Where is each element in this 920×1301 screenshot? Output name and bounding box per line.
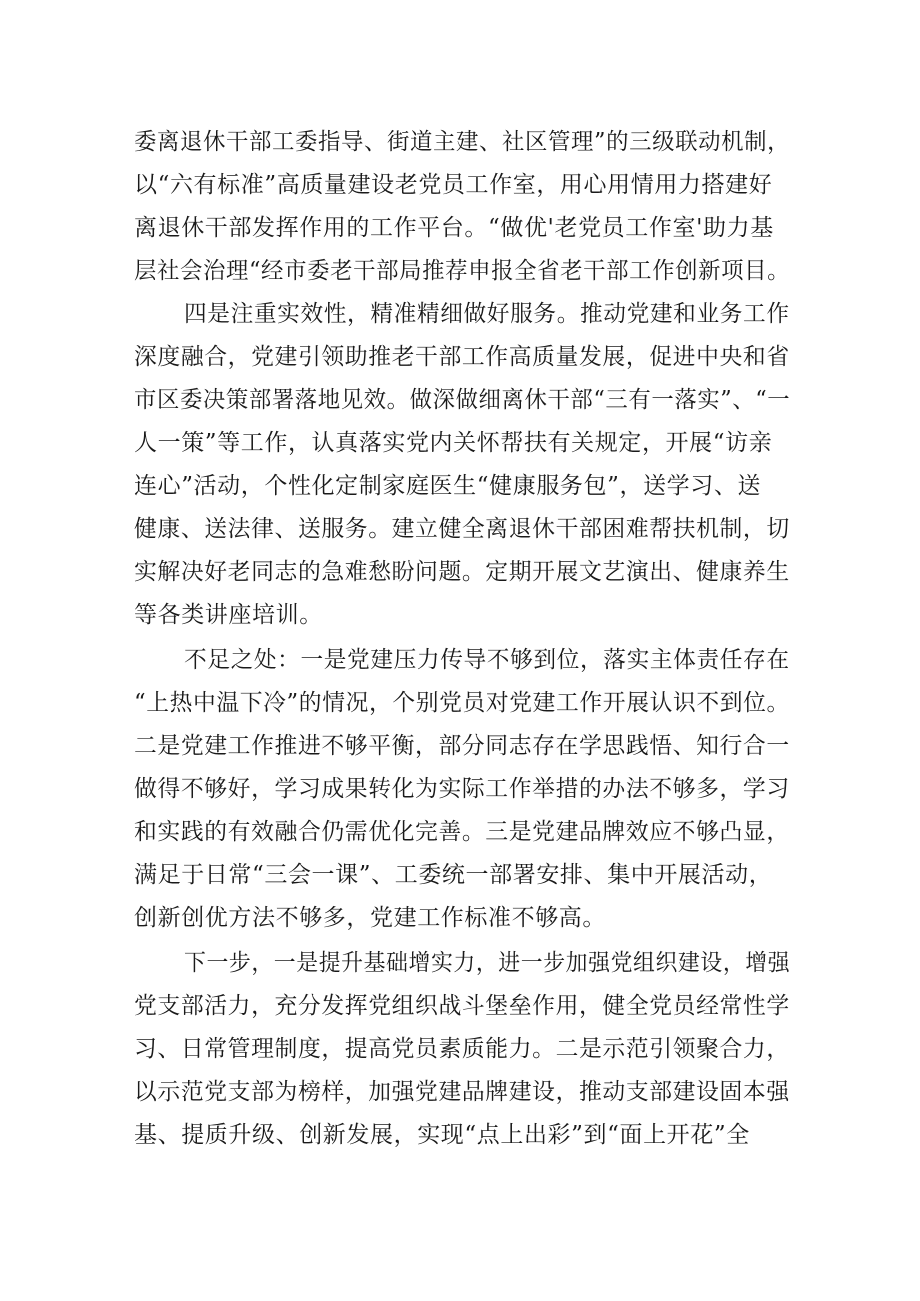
text-line: 连心”活动，个性化定制家庭医生“健康服务包”，送学习、送 — [134, 473, 762, 499]
text-line: 实解决好老同志的急难愁盼问题。定期开展文艺演出、健康养生 — [134, 559, 790, 585]
paragraph-start-line: 下一步，一是提升基础增实力，进一步加强党组织建设，增强 — [184, 950, 791, 976]
text-line: “上热中温下冷”的情况，个别党员对党建工作开展认识不到位。 — [134, 690, 790, 716]
text-line: 党支部活力，充分发挥党组织战斗堡垒作用，健全党员经常性学 — [134, 993, 790, 1019]
paragraph-start-line: 四是注重实效性，精准精细做好服务。推动党建和业务工作 — [184, 301, 790, 327]
text-line: 满足于日常“三会一课”、工委统一部署安排、集中开展活动， — [134, 862, 773, 888]
text-line: 和实践的有效融合仍需优化完善。三是党建品牌效应不够凸显， — [134, 819, 790, 845]
text-line: 以示范党支部为榜样，加强党建品牌建设，推动支部建设固本强 — [134, 1079, 790, 1105]
text-line: 习、日常管理制度，提高党员素质能力。二是示范引领聚合力， — [134, 1036, 790, 1062]
text-line: 等各类讲座培训。 — [134, 602, 323, 628]
text-line: 层社会治理“经市委老干部局推荐申报全省老干部工作创新项目。 — [134, 258, 791, 284]
text-line: 创新创优方法不够多，党建工作标准不够高。 — [134, 905, 606, 931]
text-line: 委离退休干部工委指导、街道主建、社区管理”的三级联动机制， — [134, 129, 791, 155]
text-line: 深度融合，党建引领助推老干部工作高质量发展，促进中央和省 — [134, 344, 790, 370]
text-line: 离退休干部发挥作用的工作平台。“做优'老党员工作室'助力基 — [134, 215, 774, 241]
text-line: 以“六有标准”高质量建设老党员工作室，用心用情用力搭建好 — [134, 172, 773, 198]
text-line: 基、提质升级、创新发展，实现“点上出彩”到“面上开花”全 — [134, 1122, 750, 1148]
text-line: 市区委决策部署落地见效。做深做细离休干部“三有一落实”、“一 — [134, 387, 791, 413]
text-line: 做得不够好，学习成果转化为实际工作举措的办法不够多，学习 — [134, 776, 790, 802]
text-line: 二是党建工作推进不够平衡，部分同志存在学思践悟、知行合一 — [134, 733, 790, 759]
paragraph-start-line: 不足之处：一是党建压力传导不够到位，落实主体责任存在 — [184, 647, 790, 673]
text-line: 人一策”等工作，认真落实党内关怀帮扶有关规定，开展“访亲 — [134, 430, 773, 456]
text-line: 健康、送法律、送服务。建立健全离退休干部困难帮扶机制，切 — [134, 516, 790, 542]
